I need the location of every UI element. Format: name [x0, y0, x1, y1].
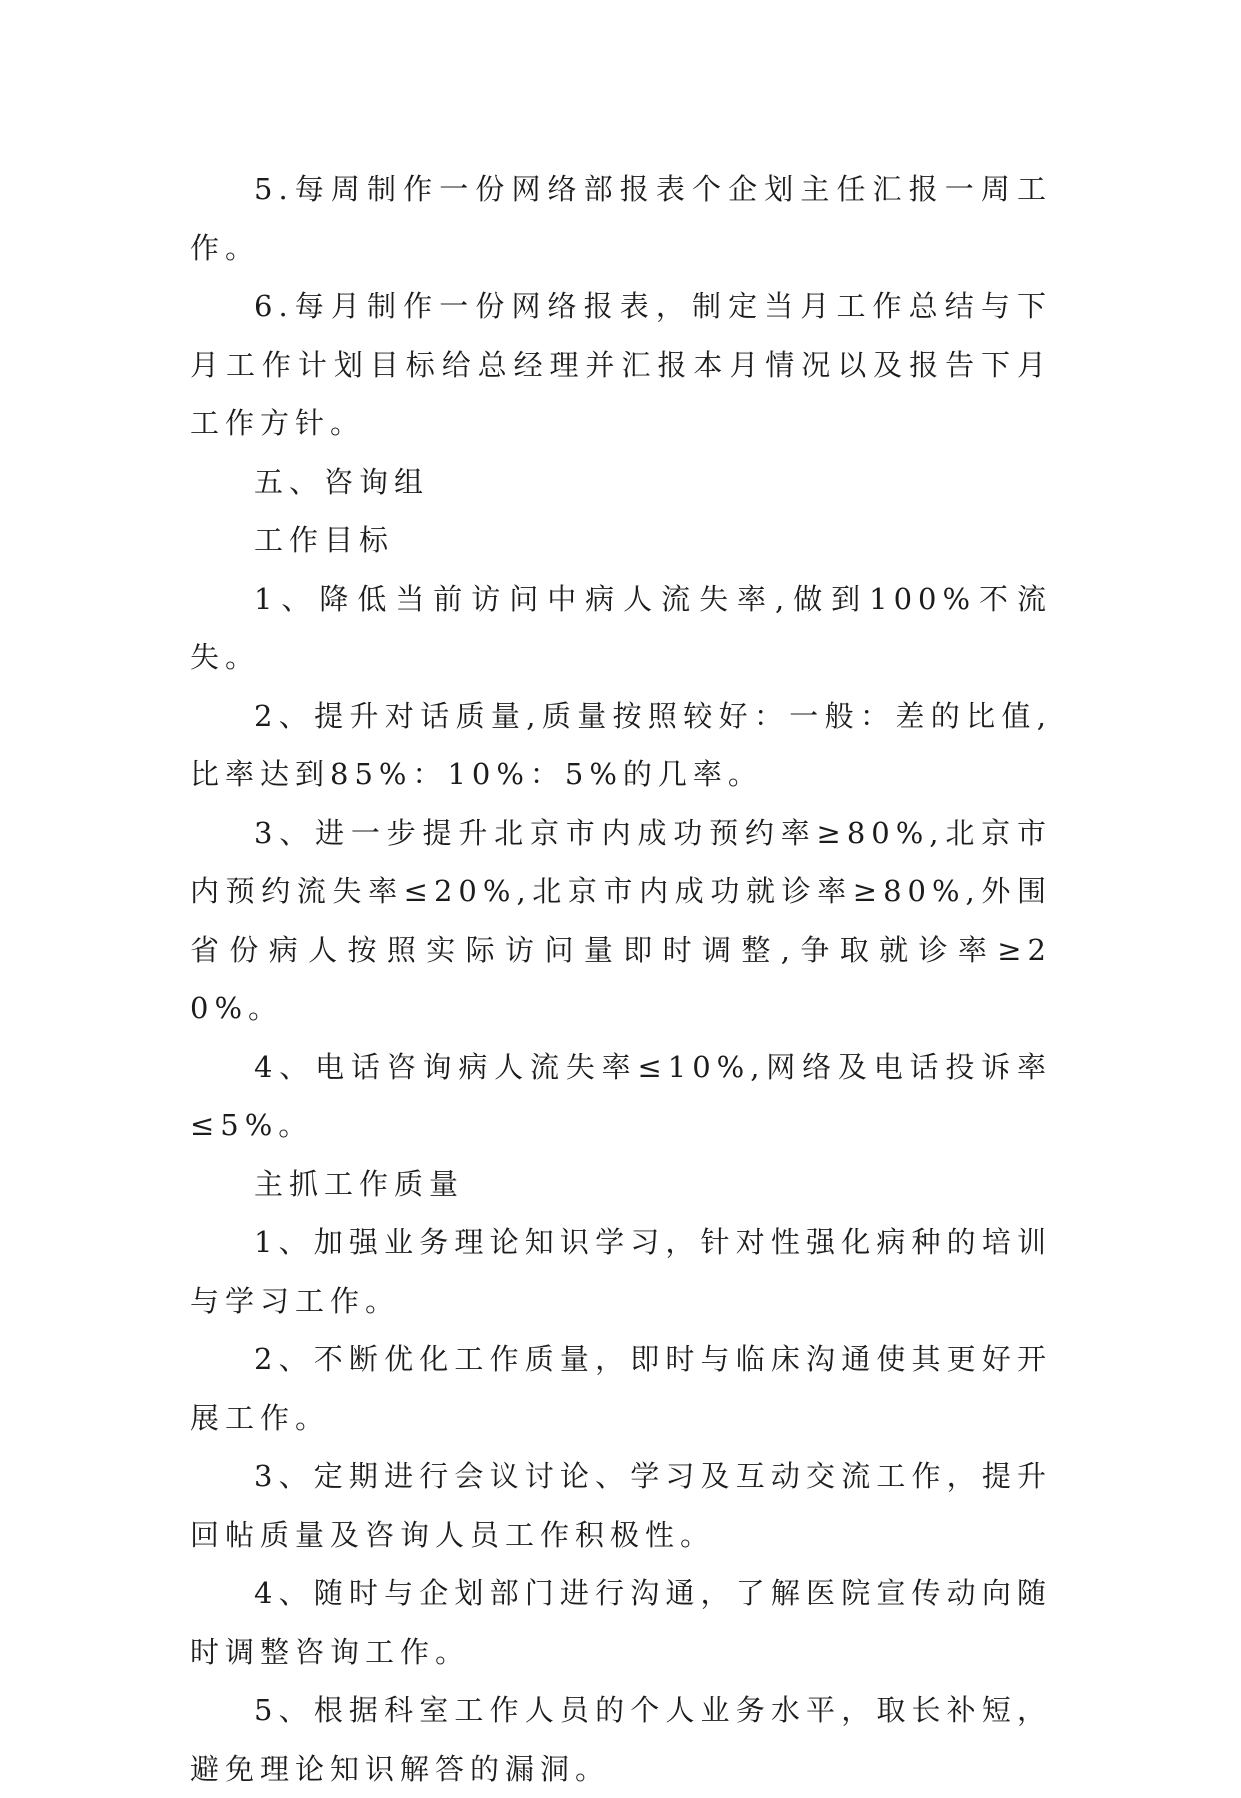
subheading-work-quality: 主抓工作质量 — [254, 1166, 465, 1201]
goal-item-3: 3、进一步提升北京市内成功预约率≥80%,北京市内预约流失率≤20%,北京市内成功就诊率≥80%,外围省份病人按照实际访问量即时调整,争取就诊率≥20%。 — [190, 815, 1052, 1025]
quality-item-1: 1、加强业务理论知识学习，针对性强化病种的培训与学习工作。 — [190, 1225, 1052, 1318]
quality-item-5: 5、根据科室工作人员的个人业务水平，取长补短，避免理论知识解答的漏洞。 — [190, 1693, 1052, 1786]
quality-item-3: 3、定期进行会议讨论、学习及互动交流工作，提升回帖质量及咨询人员工作积极性。 — [190, 1459, 1052, 1552]
goal-item-4: 4、电话咨询病人流失率≤10%,网络及电话投诉率≤5%。 — [190, 1049, 1052, 1142]
document-body — [190, 160, 1052, 1798]
goal-item-2: 2、提升对话质量,质量按照较好：一般：差的比值,比率达到85%：10%：5%的几率。 — [190, 698, 1052, 791]
quality-item-4: 4、随时与企划部门进行沟通，了解医院宣传动向随时调整咨询工作。 — [190, 1576, 1052, 1669]
quality-item-2: 2、不断优化工作质量，即时与临床沟通使其更好开展工作。 — [190, 1342, 1052, 1435]
paragraph-monthly-report: 6.每月制作一份网络报表，制定当月工作总结与下月工作计划目标给总经理并汇报本月情况以及报告下月工作方针。 — [190, 289, 1052, 440]
section-heading-consulting-group: 五、咨询组 — [254, 464, 430, 499]
goal-item-1: 1、降低当前访问中病人流失率,做到100%不流失。 — [190, 581, 1052, 674]
subheading-work-goals: 工作目标 — [254, 523, 395, 557]
paragraph-weekly-report: 5.每周制作一份网络部报表个企划主任汇报一周工作。 — [190, 172, 1052, 265]
